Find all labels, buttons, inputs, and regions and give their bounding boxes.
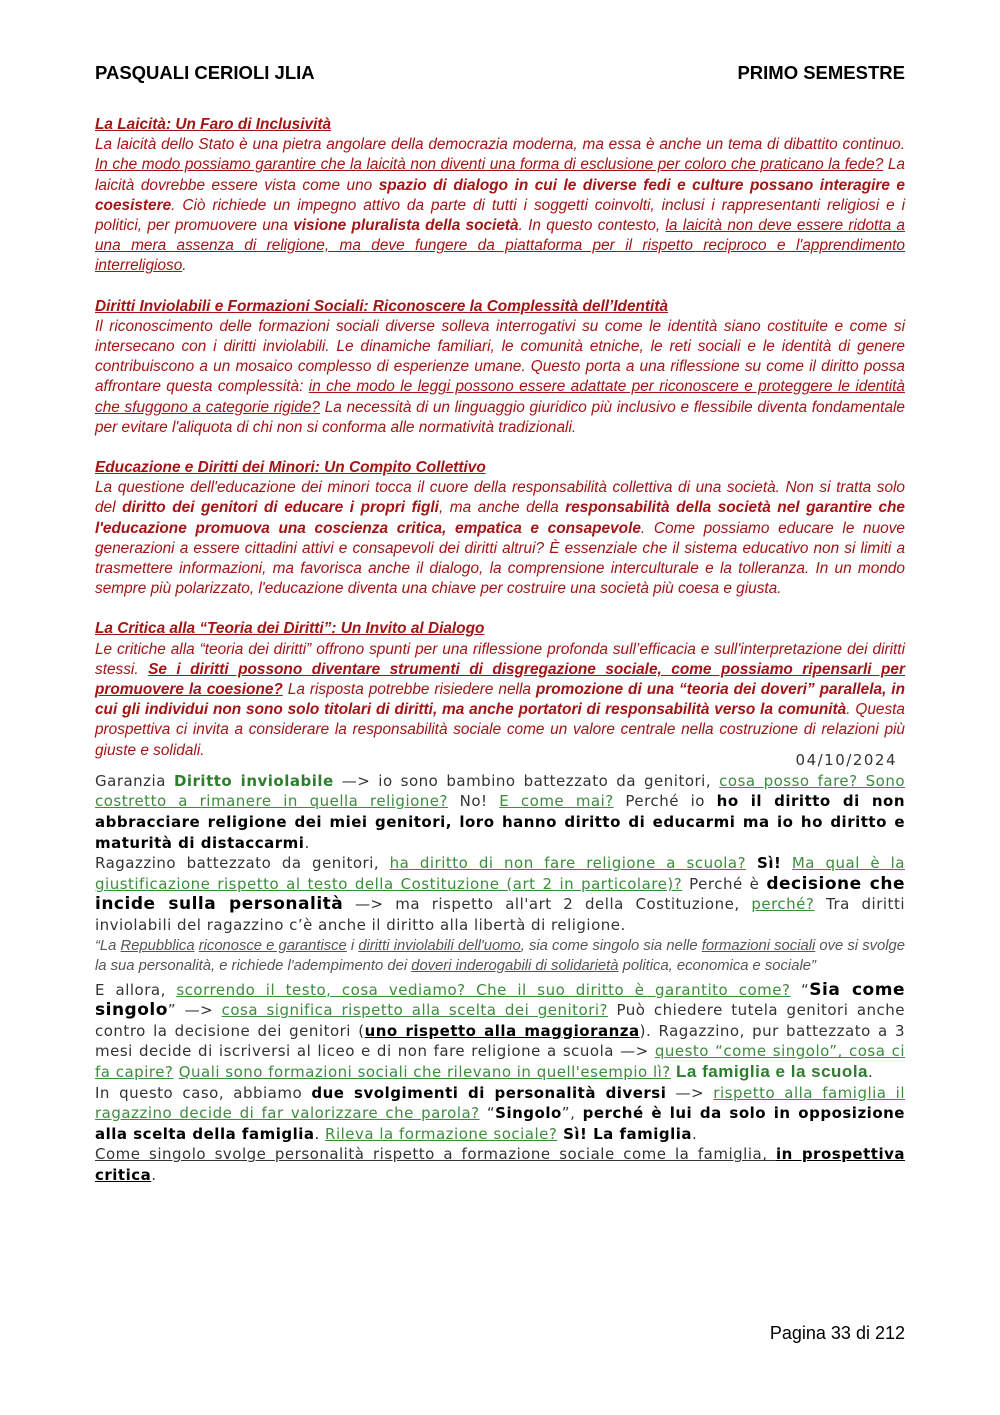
page-content [95,115,905,1186]
handwritten-notes [95,771,905,1186]
section-body: Il riconoscimento delle formazioni sociali diverse solleva interrogativi su come le identità siano costituite e come si intersecano con i diritti inviolabili. Le dinamiche familiari, le comunità etniche, le reti sociali e le identità di genere contribuiscono a un mosaico complesso di esperienze umane. Questo porta a una riflessione su come il diritto possa affrontare questa complessità: in che modo le leggi possono essere adattate per riconoscere e proteggere le identità che sfuggono a categorie rigide? La necessità di un linguaggio giuridico più inclusivo e flessibile diventa fondamentale per evitare l'aliquota di chi non si conforma alle normatività tradizionali. [95,317,905,436]
semester-label: PRIMO SEMESTRE [737,62,905,83]
section-educazione [95,458,905,599]
note-date: 04/10/2024 [795,750,897,769]
section-title: La Critica alla “Teoria dei Diritti”: Un Invito al Dialogo [95,620,485,638]
section-body: Le critiche alla “teoria dei diritti” offrono spunti per una riflessione profonda sull’efficacia e sull'interpretazione dei diritti stessi. Se i diritti possono diventare strumenti di disgregazione sociale, come possiamo ripensarli per promuovere la coesione? La risposta potrebbe risiedere nella promozione di una “teoria dei doveri” parallela, in cui gli individui non sono solo titolari di diritti, ma anche portatori di responsabilità verso la comunità. Questa prospettiva ci invita a considerare la responsabilità sociale come un valore centrale nella costruzione di relazioni più giuste e solidali. [95,640,905,759]
note-paragraph: Come singolo svolge personalità rispetto a formazione sociale come la famiglia, in prospettiva critica. [95,1145,905,1184]
section-body: La questione dell'educazione dei minori tocca il cuore della responsabilità collettiva di una società. Non si tratta solo del diritto dei genitori di educare i propri figli, ma anche della responsabilità della società nel garantire che l'educazione promuova una coscienza critica, empatica e consapevole. Come possiamo educare le nuove generazioni a essere cittadini attivi e consapevoli dei diritti altrui? È essenziale che il sistema educativo non si limiti a trasmettere informazioni, ma favorisca anche il dialogo, la comprensione interculturale e la tolleranza. In un mondo sempre più polarizzato, l'educazione diventa una chiave per costruire una società più coesa e giusta. [95,479,905,598]
author-name: PASQUALI CERIOLI JLIA [95,62,315,83]
note-paragraph: E allora, scorrendo il testo, cosa vediamo? Che il suo diritto è garantito come? “Sia come singolo” —> cosa significa rispetto alla scelta dei genitori? Può chiedere tutela genitori anche contro la decisione dei genitori (uno rispetto alla maggioranza). Ragazzino, pur battezzato a 3 mesi decide di iscriversi al liceo e di non fare religione a scuola —> questo “come singolo”, cosa ci fa capire? Quali sono formazioni sociali che rilevano in quell'esempio lì? La famiglia e la scuola. [95,979,905,1082]
section-critica [95,619,905,760]
section-body: La laicità dello Stato è una pietra angolare della democrazia moderna, ma essa è anche un tema di dibattito continuo. In che modo possiamo garantire che la laicità non diventi una forma di esclusione per coloro che praticano la fede? La laicità dovrebbe essere vista come uno spazio di dialogo in cui le diverse fedi e culture possano interagire e coesistere. Ciò richiede un impegno attivo da parte di tutti i soggetti coinvolti, inclusi i rappresentanti religiosi e i politici, per promuovere una visione pluralista della società. In questo contesto, la laicità non deve essere ridotta a una mera assenza di religione, ma deve fungere da piattaforma per il rispetto reciproco e l'apprendimento interreligioso. [95,136,905,275]
page-number: Pagina 33 di 212 [769,1323,905,1343]
note-paragraph: Garanzia Diritto inviolabile —> io sono bambino battezzato da genitori, cosa posso fare? Sono costretto a rimanere in quella religione? No! E come mai? Perché io ho il diritto di non abbracciare religione dei miei genitori, loro hanno diritto di educarmi ma io ho diritto e maturità di distaccarmi. [95,771,906,852]
note-paragraph: In questo caso, abbiamo due svolgimenti di personalità diversi —> rispetto alla famiglia il ragazzino decide di far valorizzare che parola? “Singolo”, perché è lui da solo in opposizione alla scelta della famiglia. Rileva la formazione sociale? Sì! La famiglia. [95,1083,906,1143]
section-title: La Laicità: Un Faro di Inclusività [95,116,332,133]
section-title: Diritti Inviolabili e Formazioni Sociali: Riconoscere la Complessità dell’Identità [95,297,669,315]
section-diritti-inviolabili [95,297,905,438]
section-laicita [95,115,905,277]
constitution-quote: “La Repubblica riconosce e garantisce i diritti inviolabili dell'uomo, sia come singolo sia nelle formazioni sociali ove si svolge la sua personalità, e richiede l'adempimento dei doveri inderogabili di solidarietà politica, economica e sociale” [95,937,905,974]
section-title: Educazione e Diritti dei Minori: Un Compito Collettivo [95,459,486,477]
note-paragraph: Ragazzino battezzato da genitori, ha diritto di non fare religione a scuola? Sì! Ma qual è la giustificazione rispetto al testo della Costituzione (art 2 in particolare)? Perché è decisione che incide sulla personalità —> ma rispetto all'art 2 della Costituzione, perché? Tra diritti inviolabili del ragazzino c’è anche il diritto alla libertà di religione. [95,854,906,935]
